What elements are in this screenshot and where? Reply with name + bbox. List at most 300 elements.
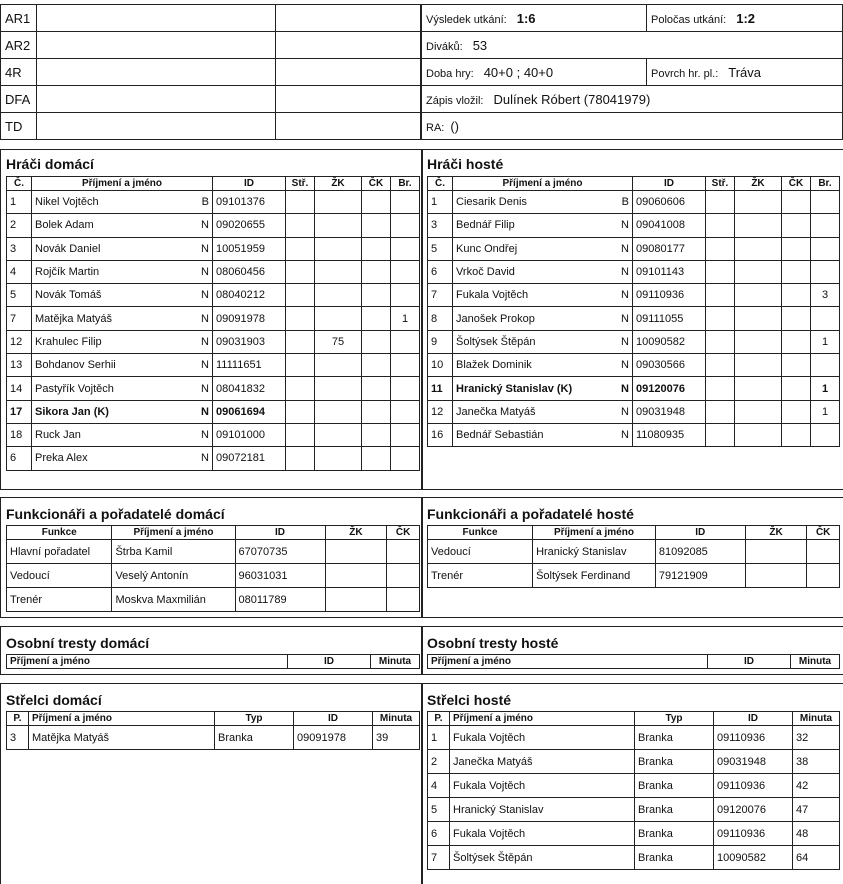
player-red-card [362, 377, 391, 400]
goal-type: Branka [635, 750, 714, 774]
player-name: Kunc Ondřej [456, 242, 518, 255]
player-yellow-card [735, 191, 782, 214]
player-yellow-card [315, 354, 362, 377]
player-row [428, 260, 840, 283]
player-flag: N [201, 429, 209, 442]
goal-minute: 47 [793, 798, 840, 822]
player-number: 1 [428, 191, 453, 214]
player-saves [391, 237, 420, 260]
column-header: ID [708, 655, 791, 669]
player-flag: N [621, 335, 629, 348]
goal-scorer: Janečka Matyáš [450, 750, 635, 774]
player-goals [706, 354, 735, 377]
official-row [1, 59, 421, 86]
player-number: 16 [428, 423, 453, 446]
player-row [7, 214, 420, 237]
player-number: 9 [428, 330, 453, 353]
duration-value: 40+0 ; 40+0 [483, 64, 554, 80]
player-flag: N [201, 382, 209, 395]
away-goals-table [427, 711, 840, 870]
player-name: Rojčík Martin [35, 266, 100, 279]
away-func-section [421, 497, 843, 618]
penalty-header-row [7, 655, 420, 669]
player-flag: N [201, 452, 209, 465]
goal-minute: 64 [793, 846, 840, 870]
func-header-row [7, 526, 420, 540]
players-header-row [428, 177, 840, 191]
player-flag: N [621, 219, 629, 232]
player-id: 10090582 [633, 330, 706, 353]
player-flag: N [621, 429, 629, 442]
player-row [428, 377, 840, 400]
player-id: 09101143 [633, 260, 706, 283]
goal-scorer-id: 09110936 [714, 774, 793, 798]
goal-type: Branka [635, 846, 714, 870]
spectators-label: Diváků: [426, 40, 463, 53]
away-goals-title: Střelci hosté [427, 692, 512, 708]
surface-label: Povrch hr. pl.: [651, 67, 719, 80]
player-red-card [362, 260, 391, 283]
official-name [37, 5, 276, 32]
func-role: Vedoucí [428, 540, 533, 564]
ra-value: () [450, 118, 460, 134]
player-saves: 3 [811, 284, 840, 307]
player-name-cell [453, 307, 633, 330]
player-saves [391, 260, 420, 283]
player-name: Šoltýsek Štěpán [456, 335, 536, 348]
player-row [428, 284, 840, 307]
official-id [276, 5, 421, 32]
player-yellow-card: 75 [315, 330, 362, 353]
player-red-card [782, 307, 811, 330]
player-name: Bednář Filip [456, 219, 515, 232]
player-id: 09101376 [213, 191, 286, 214]
player-number: 3 [428, 214, 453, 237]
player-red-card [782, 354, 811, 377]
player-id: 09031948 [633, 400, 706, 423]
player-name: Bednář Sebastián [456, 429, 544, 442]
player-name: Janečka Matyáš [456, 405, 536, 418]
player-row [428, 237, 840, 260]
func-yellow-card [745, 564, 807, 588]
home-goals-table [6, 711, 420, 750]
player-goals [286, 354, 315, 377]
player-row [7, 191, 420, 214]
player-goals [706, 423, 735, 446]
column-header: Funkce [7, 526, 112, 540]
player-row [428, 307, 840, 330]
column-header: ČK [362, 177, 391, 191]
player-goals [286, 260, 315, 283]
column-header: ID [714, 712, 793, 726]
player-red-card [362, 237, 391, 260]
player-yellow-card [315, 260, 362, 283]
player-id: 09091978 [213, 307, 286, 330]
result-value: 1:6 [516, 10, 536, 26]
column-header: ŽK [315, 177, 362, 191]
player-name: Krahulec Filip [35, 335, 102, 348]
player-name-cell [453, 423, 633, 446]
official-role: AR1 [1, 5, 37, 32]
officials-table [0, 4, 421, 140]
column-header: ČK [782, 177, 811, 191]
column-header: ID [294, 712, 373, 726]
player-name-cell [32, 423, 213, 446]
player-row [428, 191, 840, 214]
player-name-cell [32, 191, 213, 214]
away-func-title: Funkcionáři a pořadatelé hosté [427, 506, 634, 522]
func-row [7, 540, 420, 564]
column-header: Stř. [706, 177, 735, 191]
goal-minute: 32 [793, 726, 840, 750]
player-id: 09101000 [213, 423, 286, 446]
column-header: Funkce [428, 526, 533, 540]
column-header: Příjmení a jméno [450, 712, 635, 726]
func-yellow-card [325, 564, 387, 588]
goal-scorer-id: 09091978 [294, 726, 373, 750]
player-id: 09061694 [213, 400, 286, 423]
goal-row [428, 846, 840, 870]
func-name: Veselý Antonín [112, 564, 235, 588]
player-name-cell [453, 330, 633, 353]
player-name: Matějka Matyáš [35, 312, 113, 325]
official-id [276, 86, 421, 113]
player-red-card [362, 423, 391, 446]
goal-scorer: Šoltýsek Štěpán [450, 846, 635, 870]
player-goals [706, 191, 735, 214]
player-yellow-card [315, 307, 362, 330]
player-goals [286, 423, 315, 446]
func-id: 79121909 [655, 564, 745, 588]
column-header: Minuta [793, 712, 840, 726]
player-name: Ruck Jan [35, 429, 81, 442]
home-pen-section [0, 626, 423, 675]
player-yellow-card [735, 260, 782, 283]
goal-row [7, 726, 420, 750]
official-role: TD [1, 113, 37, 140]
official-role: AR2 [1, 32, 37, 59]
column-header: Příjmení a jméno [533, 526, 656, 540]
player-number: 14 [7, 377, 32, 400]
player-row [428, 354, 840, 377]
player-goals [286, 191, 315, 214]
column-header: Minuta [371, 655, 420, 669]
column-header: Č. [428, 177, 453, 191]
player-goals [286, 284, 315, 307]
func-name: Štrba Kamil [112, 540, 235, 564]
player-goals [706, 237, 735, 260]
player-goals [706, 307, 735, 330]
player-goals [286, 377, 315, 400]
player-id: 08060456 [213, 260, 286, 283]
player-red-card [362, 447, 391, 470]
player-red-card [782, 237, 811, 260]
surface-cell [647, 59, 843, 86]
player-id: 08041832 [213, 377, 286, 400]
goal-row [428, 750, 840, 774]
player-row [7, 237, 420, 260]
players-header-row [7, 177, 420, 191]
halftime-value: 1:2 [736, 10, 756, 26]
player-id: 09110936 [633, 284, 706, 307]
goal-minute: 39 [373, 726, 420, 750]
player-goals [286, 330, 315, 353]
player-red-card [782, 260, 811, 283]
player-goals [286, 400, 315, 423]
player-goals [706, 214, 735, 237]
player-yellow-card [315, 237, 362, 260]
player-row [7, 260, 420, 283]
player-saves [811, 214, 840, 237]
player-goals [286, 447, 315, 470]
player-flag: N [621, 359, 629, 372]
player-flag: N [621, 382, 629, 395]
player-number: 12 [7, 330, 32, 353]
func-role: Hlavní pořadatel [7, 540, 112, 564]
func-header-row [428, 526, 840, 540]
player-name-cell [32, 447, 213, 470]
player-row [7, 307, 420, 330]
recorder-value: Dulínek Róbert (78041979) [493, 91, 651, 107]
official-name [37, 32, 276, 59]
goal-type: Branka [635, 822, 714, 846]
official-id [276, 32, 421, 59]
player-row [7, 354, 420, 377]
player-name-cell [32, 330, 213, 353]
goal-number: 5 [428, 798, 450, 822]
player-number: 8 [428, 307, 453, 330]
column-header: ID [235, 526, 325, 540]
away-pen-table [427, 654, 840, 669]
away-players-table [427, 176, 840, 447]
player-name-cell [32, 400, 213, 423]
goal-type: Branka [215, 726, 294, 750]
player-number: 7 [7, 307, 32, 330]
player-name: Novák Daniel [35, 242, 101, 255]
away-pen-section [421, 626, 843, 675]
player-name-cell [453, 377, 633, 400]
home-players-table [6, 176, 420, 471]
player-name-cell [453, 191, 633, 214]
goal-number: 3 [7, 726, 29, 750]
player-flag: N [621, 405, 629, 418]
player-flag: N [201, 335, 209, 348]
player-name: Preka Alex [35, 452, 88, 465]
func-red-card [387, 540, 420, 564]
func-name: Hranický Stanislav [533, 540, 656, 564]
goal-scorer: Matějka Matyáš [29, 726, 215, 750]
column-header: Příjmení a jméno [453, 177, 633, 191]
player-red-card [362, 400, 391, 423]
player-row [428, 330, 840, 353]
player-saves [391, 447, 420, 470]
func-id: 67070735 [235, 540, 325, 564]
player-id: 09030566 [633, 354, 706, 377]
duration-label: Doba hry: [426, 67, 474, 80]
official-id [276, 59, 421, 86]
official-row [1, 32, 421, 59]
goals-header-row [7, 712, 420, 726]
player-red-card [362, 191, 391, 214]
column-header: P. [7, 712, 29, 726]
player-number: 3 [7, 237, 32, 260]
player-goals [706, 260, 735, 283]
player-saves [811, 423, 840, 446]
player-saves [811, 237, 840, 260]
goal-type: Branka [635, 726, 714, 750]
column-header: Typ [635, 712, 714, 726]
recorder-label: Zápis vložil: [426, 94, 484, 107]
column-header: Příjmení a jméno [428, 655, 708, 669]
player-id: 09120076 [633, 377, 706, 400]
player-name-cell [32, 260, 213, 283]
spectators-cell [422, 32, 843, 59]
ra-label: RA: [426, 121, 445, 134]
official-role: 4R [1, 59, 37, 86]
player-red-card [782, 284, 811, 307]
player-goals [286, 307, 315, 330]
func-id: 96031031 [235, 564, 325, 588]
player-saves [391, 214, 420, 237]
surface-value: Tráva [728, 64, 762, 80]
player-id: 11080935 [633, 423, 706, 446]
player-yellow-card [315, 214, 362, 237]
player-yellow-card [315, 447, 362, 470]
goals-header-row [428, 712, 840, 726]
player-name-cell [453, 260, 633, 283]
player-red-card [782, 191, 811, 214]
player-red-card [362, 284, 391, 307]
player-goals [706, 284, 735, 307]
player-red-card [782, 214, 811, 237]
player-number: 13 [7, 354, 32, 377]
home-goals-section [0, 683, 423, 884]
player-red-card [782, 377, 811, 400]
player-flag: N [621, 266, 629, 279]
player-yellow-card [315, 400, 362, 423]
player-row [7, 284, 420, 307]
player-name-cell [32, 284, 213, 307]
home-func-title: Funkcionáři a pořadatelé domácí [6, 506, 225, 522]
column-header: Br. [811, 177, 840, 191]
player-row [7, 400, 420, 423]
player-saves [811, 354, 840, 377]
column-header: Č. [7, 177, 32, 191]
player-flag: B [621, 196, 629, 209]
player-name: Fukala Vojtěch [456, 289, 529, 302]
official-name [37, 113, 276, 140]
away-func-table [427, 525, 840, 588]
player-id: 09031903 [213, 330, 286, 353]
player-flag: N [621, 312, 629, 325]
player-name-cell [32, 354, 213, 377]
player-goals [706, 377, 735, 400]
player-id: 11111651 [213, 354, 286, 377]
home-func-section [0, 497, 423, 618]
player-name-cell [453, 354, 633, 377]
player-red-card [782, 330, 811, 353]
player-id: 09111055 [633, 307, 706, 330]
goal-type: Branka [635, 774, 714, 798]
player-number: 5 [7, 284, 32, 307]
player-name-cell [32, 237, 213, 260]
player-goals [286, 214, 315, 237]
column-header: Příjmení a jméno [112, 526, 235, 540]
func-row [428, 540, 840, 564]
player-goals [706, 330, 735, 353]
result-cell [422, 5, 647, 32]
player-yellow-card [735, 214, 782, 237]
player-red-card [362, 354, 391, 377]
duration-cell [422, 59, 647, 86]
func-name: Šoltýsek Ferdinand [533, 564, 656, 588]
player-yellow-card [735, 423, 782, 446]
column-header: Br. [391, 177, 420, 191]
player-number: 18 [7, 423, 32, 446]
player-yellow-card [315, 377, 362, 400]
func-row [7, 588, 420, 612]
column-header: ČK [807, 526, 840, 540]
player-saves: 1 [811, 377, 840, 400]
home-func-table [6, 525, 420, 612]
away-players-section [421, 149, 843, 490]
player-name-cell [453, 284, 633, 307]
player-yellow-card [315, 284, 362, 307]
column-header: ŽK [325, 526, 387, 540]
player-name-cell [32, 377, 213, 400]
recorder-cell [422, 86, 843, 113]
player-flag: B [201, 196, 209, 209]
home-goals-title: Střelci domácí [6, 692, 102, 708]
player-saves [391, 284, 420, 307]
player-number: 12 [428, 400, 453, 423]
goal-number: 6 [428, 822, 450, 846]
player-saves: 1 [811, 400, 840, 423]
player-saves: 1 [811, 330, 840, 353]
column-header: ŽK [745, 526, 807, 540]
goal-scorer-id: 09031948 [714, 750, 793, 774]
penalty-header-row [428, 655, 840, 669]
player-number: 10 [428, 354, 453, 377]
player-row [428, 214, 840, 237]
goal-row [428, 726, 840, 750]
column-header: P. [428, 712, 450, 726]
away-players-title: Hráči hosté [427, 156, 504, 172]
player-red-card [782, 400, 811, 423]
column-header: ID [213, 177, 286, 191]
func-red-card [387, 588, 420, 612]
player-yellow-card [735, 330, 782, 353]
player-number: 11 [428, 377, 453, 400]
player-flag: N [201, 242, 209, 255]
player-saves [391, 423, 420, 446]
player-number: 6 [7, 447, 32, 470]
func-row [7, 564, 420, 588]
func-row [428, 564, 840, 588]
player-name: Vrkoč David [456, 266, 515, 279]
func-name: Moskva Maxmilián [112, 588, 235, 612]
goal-scorer-id: 10090582 [714, 846, 793, 870]
player-yellow-card [735, 307, 782, 330]
player-name: Ciesarik Denis [456, 196, 527, 209]
match-info [421, 4, 843, 140]
goal-minute: 48 [793, 822, 840, 846]
goal-number: 4 [428, 774, 450, 798]
player-row [7, 377, 420, 400]
away-goals-section [421, 683, 843, 884]
goal-scorer: Fukala Vojtěch [450, 822, 635, 846]
func-id: 08011789 [235, 588, 325, 612]
